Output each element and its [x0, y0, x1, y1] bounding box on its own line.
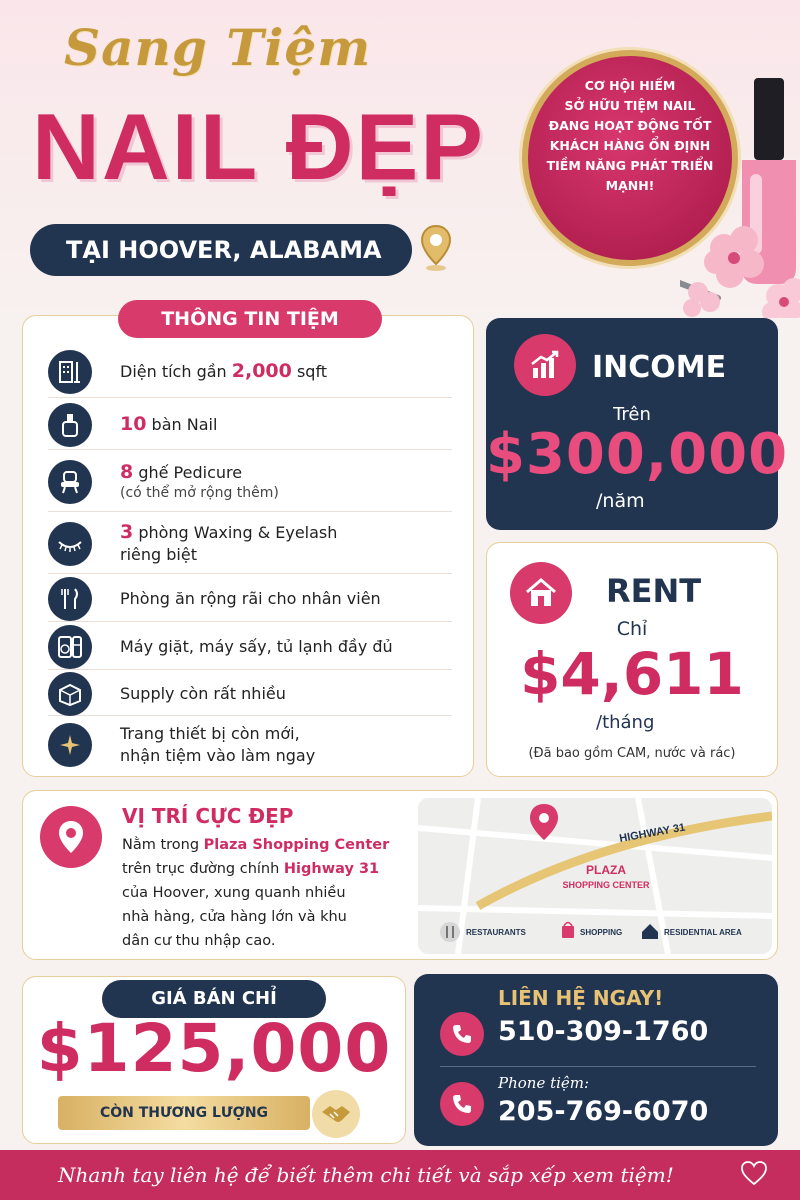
promo-line: ĐANG HOẠT ĐỘNG TỐT: [548, 118, 712, 133]
promo-line: KHÁCH HÀNG ỔN ĐỊNH: [549, 138, 711, 153]
location-description: Nằm trong Plaza Shopping Center trên trục đường chính Highway 31 của Hoover, xung quanh nhiều nhà hàng, cửa hàng lớn và khu dân cư thu nhập cao.: [122, 837, 390, 949]
price-amount: $125,000: [36, 1010, 392, 1087]
phone-icon: [440, 1082, 484, 1126]
info-text: Máy giặt, máy sấy, tủ lạnh đầy đủ: [120, 636, 393, 656]
map-pin-icon: [420, 224, 452, 272]
rent-title: RENT: [606, 572, 702, 610]
pedicure-chair-icon: [48, 460, 92, 504]
rent-period: /tháng: [596, 712, 655, 733]
location-pill: TẠI HOOVER, ALABAMA: [30, 224, 412, 276]
nail-polish-decoration-icon: [680, 78, 800, 318]
chart-up-icon: [514, 334, 576, 396]
info-text: Supply còn rất nhiều: [120, 683, 286, 703]
eyelash-icon: [48, 522, 92, 566]
info-row: [48, 672, 452, 716]
sparkle-icon: [48, 723, 92, 767]
phone-number-shop[interactable]: 205-769-6070: [498, 1096, 709, 1127]
income-title: INCOME: [592, 350, 727, 385]
plaza-label: SHOPPING CENTER: [562, 880, 650, 890]
legend-residential: RESIDENTIAL AREA: [664, 928, 742, 937]
heart-icon: [740, 1160, 768, 1186]
restaurant-icon: [440, 922, 460, 942]
nail-polish-icon: [48, 403, 92, 447]
info-text: 3 phòng Waxing & Eyelash riêng biệt: [120, 521, 338, 564]
income-prefix: Trên: [613, 404, 651, 425]
contact-divider: [440, 1066, 756, 1067]
handshake-icon: [312, 1090, 360, 1138]
location-title: VỊ TRÍ CỰC ĐẸP: [122, 804, 294, 828]
box-icon: [48, 672, 92, 716]
rent-amount: $4,611: [520, 640, 744, 708]
negotiable-ribbon: CÒN THƯƠNG LƯỢNG: [58, 1096, 310, 1130]
info-text: Phòng ăn rộng rãi cho nhân viên: [120, 588, 381, 608]
shop-phone-label: Phone tiệm:: [498, 1074, 590, 1092]
info-row: [48, 400, 452, 450]
washer-icon: [48, 625, 92, 669]
price-label: GIÁ BÁN CHỈ: [102, 980, 326, 1018]
location-pin-icon: [40, 806, 102, 868]
highway-label: HIGHWAY 31: [618, 821, 687, 845]
phone-number-primary[interactable]: 510-309-1760: [498, 1016, 709, 1047]
info-row: [48, 576, 452, 622]
contact-title: LIÊN HỆ NGAY!: [498, 986, 664, 1010]
legend-shopping: SHOPPING: [580, 928, 623, 937]
footer-banner: Nhanh tay liên hệ để biết thêm chi tiết và sắp xếp xem tiệm!: [0, 1150, 800, 1200]
info-row: [48, 346, 452, 398]
info-text: 8 ghế Pedicure (có thể mở rộng thêm): [120, 461, 279, 501]
fork-knife-icon: [48, 577, 92, 621]
info-text: Diện tích gần 2,000 sqft: [120, 360, 328, 382]
promo-line: CƠ HỘI HIẾM: [584, 78, 676, 93]
info-text: 10 bàn Nail: [120, 413, 218, 435]
main-title: NAIL ĐẸP: [32, 94, 485, 199]
promo-line: TIỀM NĂNG PHÁT TRIỂN: [546, 158, 714, 173]
promo-line: SỞ HỮU TIỆM NAIL: [564, 98, 696, 113]
promo-line: MẠNH!: [605, 178, 655, 193]
income-period: /năm: [596, 490, 645, 512]
location-map: [418, 798, 772, 954]
info-row: [48, 514, 452, 574]
building-icon: [48, 350, 92, 394]
script-title: Sang Tiệm: [64, 18, 372, 77]
rent-prefix: Chỉ: [616, 618, 648, 640]
info-text: Trang thiết bị còn mới, nhận tiệm vào làm ngay: [120, 724, 316, 765]
house-icon: [510, 562, 572, 624]
plaza-label: PLAZA: [586, 863, 626, 877]
income-amount: $300,000: [486, 422, 789, 487]
info-row: [48, 624, 452, 670]
info-row: [48, 452, 452, 512]
rent-note: (Đã bao gồm CAM, nước và rác): [528, 746, 736, 761]
info-row: [48, 716, 452, 774]
legend-restaurants: RESTAURANTS: [466, 928, 526, 937]
shop-info-title: THÔNG TIN TIỆM: [118, 300, 382, 338]
phone-icon: [440, 1012, 484, 1056]
